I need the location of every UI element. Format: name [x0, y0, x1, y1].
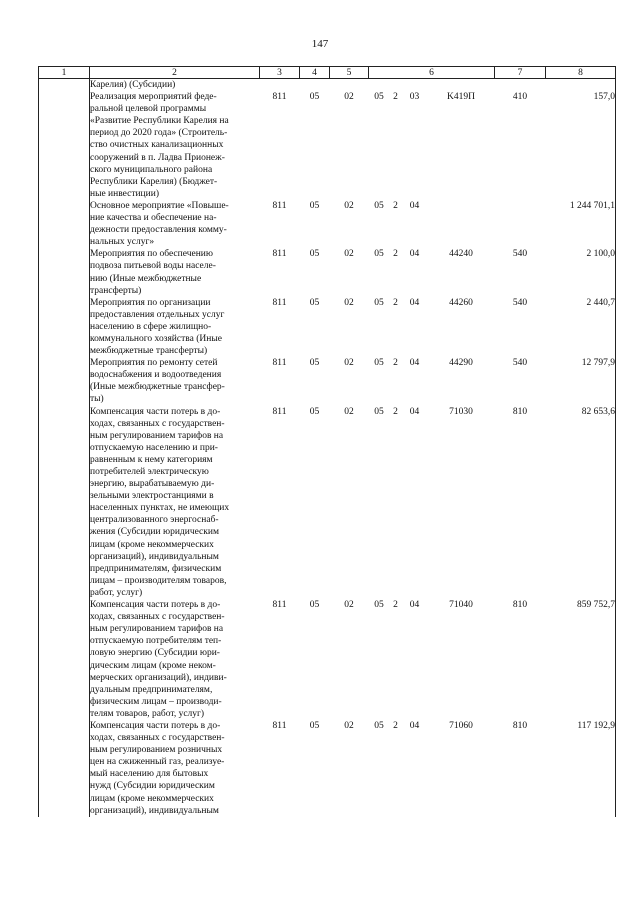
activity-code: 04	[409, 358, 420, 369]
description-line: Мероприятия по ремонту сетей	[90, 358, 218, 369]
subsection-code-cell: 02	[344, 406, 354, 417]
section-code-cell: 05	[309, 358, 320, 369]
description-line: ным регулированием розничных	[90, 745, 223, 756]
program-code: 05	[374, 92, 384, 103]
description-line: потребителей электрическую	[90, 467, 209, 477]
description-line: дежности предоставления комму-	[90, 225, 227, 236]
expense-type-cell: 810	[512, 600, 528, 611]
description-cell	[90, 406, 260, 600]
target-article-code	[369, 720, 495, 732]
row-index-cell	[39, 91, 90, 200]
description-line: ство очистных канализационных	[90, 140, 224, 151]
program-code: 05	[374, 720, 384, 731]
expense-type-cell: 540	[512, 358, 528, 369]
amount-cell: 82 653,6	[546, 406, 616, 600]
description-cell	[90, 200, 260, 248]
description-line: Республики Карелия) (Бюджет-	[90, 176, 218, 187]
description-line: ральной целевой программы	[90, 104, 207, 115]
row-index-cell	[39, 297, 90, 357]
description-line: мерческих организаций), индиви-	[90, 672, 227, 683]
description-line: дуальным предпринимателям,	[90, 684, 213, 695]
target-article-code	[369, 357, 495, 369]
description-line: Карелия) (Субсидии)	[90, 80, 176, 90]
admin-code-cell: 811	[272, 200, 287, 211]
direction-code: 71040	[449, 600, 473, 611]
program-code: 05	[374, 406, 384, 417]
table-row	[39, 357, 616, 405]
admin-code-cell: 811	[272, 406, 287, 417]
description-line: жения (Субсидии юридическим	[90, 527, 219, 538]
amount-cell	[546, 79, 616, 92]
description-line: коммунального хозяйства (Иные	[90, 333, 222, 344]
description-line: период до 2020 года» (Строитель-	[90, 128, 228, 139]
description-line: организаций), индивидуальным	[90, 551, 219, 562]
section-code-cell: 05	[309, 249, 320, 260]
description-line: нальных услуг»	[90, 237, 155, 248]
expense-type-cell: 540	[512, 249, 528, 260]
row-index-cell	[39, 357, 90, 405]
description-line: ходах, связанных с государствен-	[90, 612, 225, 623]
target-article-cell	[369, 91, 495, 200]
row-index-cell	[39, 200, 90, 248]
table-row	[39, 79, 616, 92]
description-line: лицам (кроме некоммерческих	[90, 539, 214, 550]
section-code-cell: 05	[309, 600, 320, 611]
admin-code-cell: 811	[272, 600, 287, 611]
budget-table	[38, 66, 616, 817]
row-index-cell	[39, 406, 90, 600]
description-line: Компенсация части потерь в до-	[90, 600, 221, 611]
description-line: отпускаемую населению и при-	[90, 442, 218, 453]
section-code-cell: 05	[309, 200, 320, 211]
description-line: населенных пунктах, не имеющих	[90, 503, 230, 514]
target-article-cell	[369, 79, 495, 92]
target-article-cell	[369, 599, 495, 720]
program-code: 05	[374, 600, 384, 611]
table-row	[39, 720, 616, 817]
description-line: зельными электростанциями в	[90, 491, 214, 502]
subsection-code-cell: 02	[344, 92, 354, 103]
description-line: цен на сжиженный газ, реализуе-	[90, 757, 225, 768]
direction-code: 71030	[449, 406, 473, 417]
row-index-cell	[39, 248, 90, 296]
description-line: ходах, связанных с государствен-	[90, 418, 225, 429]
subprogram-code: 2	[393, 297, 398, 308]
description-line: ным регулированием тарифов на	[90, 430, 224, 441]
subprogram-code: 2	[393, 92, 398, 103]
header-cell: 4	[300, 67, 330, 79]
description-line: Основное мероприятие «Повыше-	[90, 200, 229, 211]
target-article-cell	[369, 720, 495, 817]
admin-code-cell	[260, 79, 300, 92]
expense-type-cell	[495, 200, 546, 248]
description-line: мый населению для бытовых	[90, 769, 209, 780]
target-article-cell	[369, 200, 495, 248]
description-line: «Развитие Республики Карелия на	[90, 116, 229, 127]
section-code-cell	[300, 79, 330, 92]
description-cell	[90, 357, 260, 405]
section-code-cell: 05	[309, 297, 320, 308]
expense-type-cell: 810	[512, 720, 528, 731]
description-line: лицам (кроме некоммерческих	[90, 793, 214, 804]
table-row	[39, 297, 616, 357]
activity-code: 04	[409, 200, 420, 211]
page-number: 147	[311, 38, 329, 50]
description-cell	[90, 297, 260, 357]
header-cell: 5	[330, 67, 369, 79]
subsection-code-cell: 02	[344, 720, 354, 731]
subprogram-code: 2	[393, 249, 398, 260]
target-article-code	[369, 297, 495, 309]
description-line: дическим лицам (кроме неком-	[90, 660, 216, 671]
program-code: 05	[374, 358, 384, 369]
target-article-code	[369, 248, 495, 260]
subsection-code-cell: 02	[344, 249, 354, 260]
admin-code-cell: 811	[272, 720, 287, 731]
description-line: нужд (Субсидии юридическим	[90, 781, 215, 792]
activity-code: 04	[409, 406, 420, 417]
description-line: энергию, вырабатываемую ди-	[90, 479, 215, 490]
description-line: Мероприятия по организации	[90, 297, 211, 308]
table-row	[39, 248, 616, 296]
description-line: отпускаемую потребителям теп-	[90, 636, 222, 647]
section-code-cell: 05	[309, 406, 320, 417]
admin-code-cell: 811	[272, 297, 287, 308]
direction-code: 44240	[449, 249, 473, 260]
amount-cell: 1 244 701,1	[546, 200, 616, 248]
target-article-code	[369, 406, 495, 418]
expense-type-cell: 540	[512, 297, 528, 308]
description-line: населению в сфере жилищно-	[90, 321, 212, 332]
table-row	[39, 406, 616, 600]
amount-cell: 2 100,0	[546, 248, 616, 296]
table-row	[39, 200, 616, 248]
subprogram-code: 2	[393, 358, 398, 369]
target-article-code	[369, 599, 495, 611]
description-line: организаций), индивидуальным	[90, 805, 219, 816]
header-cell: 8	[546, 67, 616, 79]
direction-code: 71060	[449, 720, 473, 731]
description-line: ловую энергию (Субсидии юри-	[90, 648, 220, 659]
description-line: Компенсация части потерь в до-	[90, 406, 221, 417]
description-line: равненным к нему категориям	[90, 454, 213, 465]
description-line: Компенсация части потерь в до-	[90, 720, 221, 731]
subprogram-code: 2	[393, 720, 398, 731]
activity-code: 04	[409, 720, 420, 731]
subsection-code-cell: 02	[344, 297, 354, 308]
description-line: Реализация мероприятий феде-	[90, 92, 217, 103]
row-index-cell	[39, 599, 90, 720]
amount-cell: 157,0	[546, 91, 616, 200]
subsection-code-cell: 02	[344, 200, 354, 211]
description-line: предоставления отдельных услуг	[90, 309, 225, 320]
row-index-cell	[39, 720, 90, 817]
program-code: 05	[374, 249, 384, 260]
subsection-code-cell: 02	[344, 600, 354, 611]
direction-code: 44260	[449, 297, 473, 308]
description-line: телям товаров, работ, услуг)	[90, 708, 205, 719]
description-line: ным регулированием тарифов на	[90, 624, 224, 635]
description-line: (Иные межбюджетные трансфер-	[90, 382, 225, 393]
activity-code: 04	[409, 297, 420, 308]
activity-code: 04	[409, 600, 420, 611]
header-cell: 1	[39, 67, 90, 79]
amount-cell: 117 192,9	[546, 720, 616, 817]
activity-code: 03	[409, 92, 420, 103]
description-line: работ, услуг)	[90, 587, 143, 598]
admin-code-cell: 811	[272, 249, 287, 260]
description-line: межбюджетные трансферты)	[90, 346, 208, 357]
description-line: трансферты)	[90, 285, 142, 296]
description-line: централизованного энергоснаб-	[90, 515, 219, 526]
direction-code: K419П	[447, 92, 475, 103]
target-article-cell	[369, 357, 495, 405]
header-cell: 2	[90, 67, 260, 79]
description-line: подвоза питьевой воды населе-	[90, 261, 216, 272]
target-article-cell	[369, 406, 495, 600]
target-article-cell	[369, 248, 495, 296]
direction-code: 44290	[449, 358, 473, 369]
description-line: водоснабжения и водоотведения	[90, 370, 222, 381]
expense-type-cell: 810	[512, 406, 528, 417]
description-line: ты)	[90, 394, 104, 405]
description-cell	[90, 599, 260, 720]
table-row	[39, 91, 616, 200]
target-article-code	[369, 91, 495, 103]
description-cell	[90, 91, 260, 200]
expense-type-cell: 410	[512, 92, 528, 103]
description-cell	[90, 720, 260, 817]
amount-cell: 12 797,9	[546, 357, 616, 405]
table-body	[39, 79, 616, 817]
table-row	[39, 599, 616, 720]
description-line: предпринимателям, физическим	[90, 563, 222, 574]
description-line: физическим лицам – производи-	[90, 696, 222, 707]
description-line: Мероприятия по обеспечению	[90, 249, 213, 260]
description-cell	[90, 248, 260, 296]
subsection-code-cell: 02	[344, 358, 354, 369]
target-article-code	[369, 200, 495, 212]
description-line: ные инвестиции)	[90, 188, 159, 199]
admin-code-cell: 811	[272, 92, 287, 103]
description-line: нию (Иные межбюджетные	[90, 273, 202, 284]
subsection-code-cell	[330, 79, 369, 92]
description-line: сооружений в п. Ладва Прионеж-	[90, 152, 225, 163]
expense-type-cell	[495, 79, 546, 92]
header-row	[39, 67, 616, 79]
program-code: 05	[374, 200, 384, 211]
program-code: 05	[374, 297, 384, 308]
header-cell: 3	[260, 67, 300, 79]
direction-code	[428, 200, 495, 212]
subprogram-code: 2	[393, 600, 398, 611]
target-article-cell	[369, 297, 495, 357]
header-cell: 6	[369, 67, 495, 79]
description-line: ние качества и обеспечение на-	[90, 213, 217, 224]
section-code-cell: 05	[309, 92, 320, 103]
amount-cell: 2 440,7	[546, 297, 616, 357]
subprogram-code: 2	[393, 406, 398, 417]
description-line: ходах, связанных с государствен-	[90, 733, 225, 744]
description-cell	[90, 79, 260, 92]
amount-cell: 859 752,7	[546, 599, 616, 720]
activity-code: 04	[409, 249, 420, 260]
admin-code-cell: 811	[272, 358, 287, 369]
row-index-cell	[39, 79, 90, 92]
description-line: ского муниципального района	[90, 164, 213, 175]
header-cell: 7	[495, 67, 546, 79]
section-code-cell: 05	[309, 720, 320, 731]
subprogram-code: 2	[393, 200, 398, 211]
description-line: лицам – производителям товаров,	[90, 575, 227, 586]
